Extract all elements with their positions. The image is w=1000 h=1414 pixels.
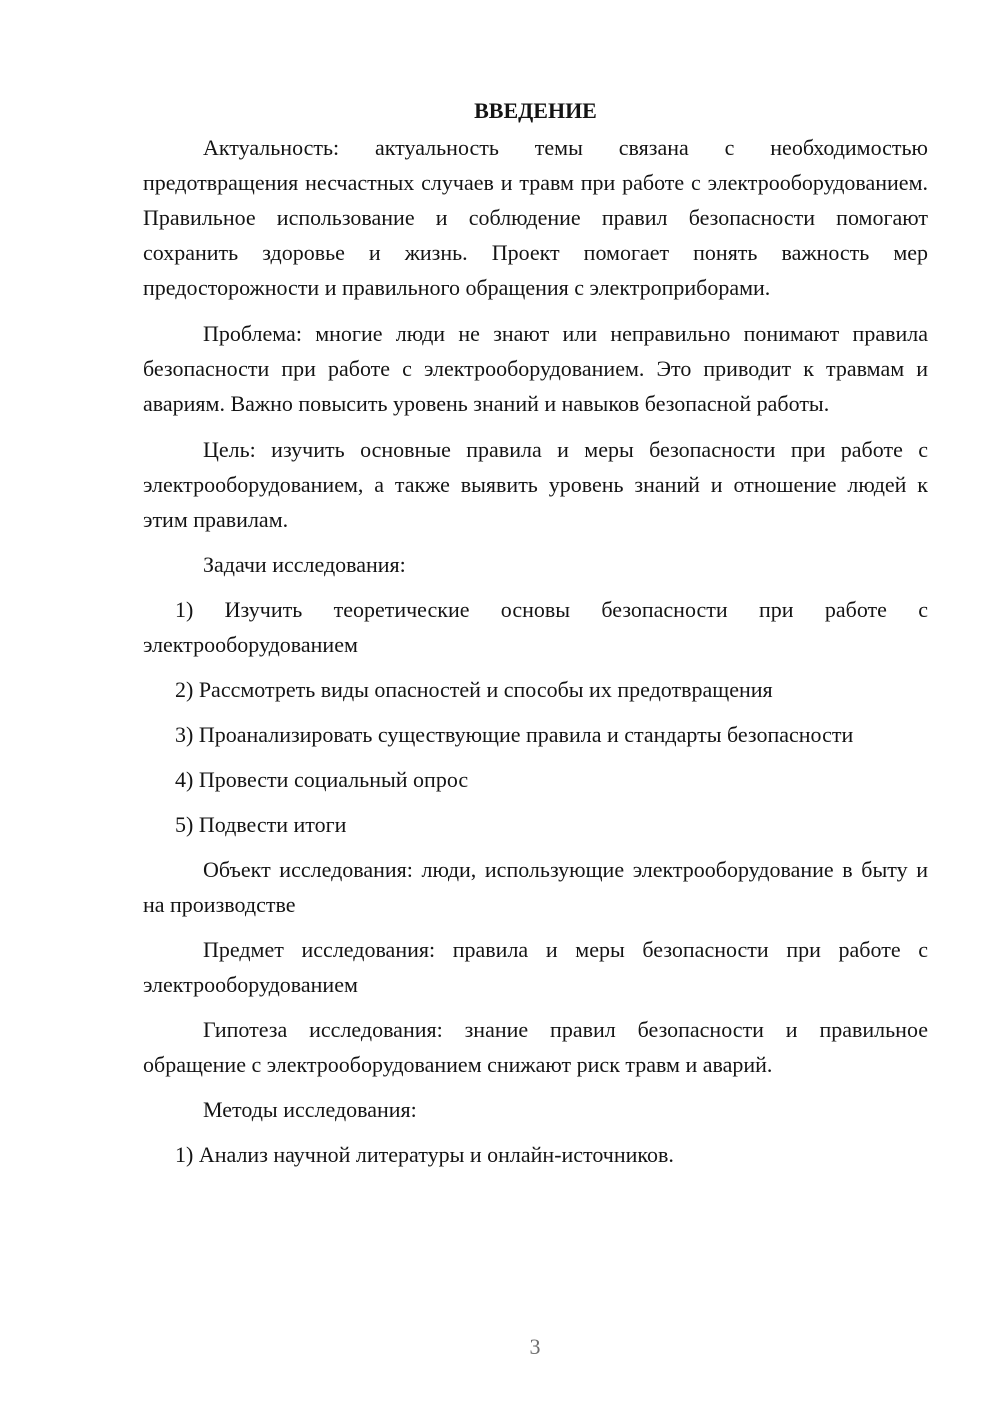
task-item-2: 2) Рассмотреть виды опасностей и способы их предотвращения (175, 677, 773, 702)
paragraph-problem: Проблема: многие люди не знают или неправильно понимают правила безопасности при работе с электрооборудованием. Это приводит к травмам и авариям. Важно повысить уровень знаний и навыков безопасной работы. (143, 321, 928, 416)
page-number: 3 (529, 1334, 541, 1359)
paragraph-relevance: Актуальность: актуальность темы связана с необходимостью предотвращения несчастных случаев и травм при работе с электрооборудованием. Правильное использование и соблюдение правил безопасности помогают сохранить здоровье и жизнь. Проект помогает понять важность мер предосторожности и правильного обращения с электроприборами. (143, 135, 928, 300)
task-item-3: 3) Проанализировать существующие правила и стандарты безопасности (175, 722, 854, 747)
paragraph-subject: Предмет исследования: правила и меры безопасности при работе с электрооборудованием (143, 937, 928, 997)
method-item-1: 1) Анализ научной литературы и онлайн-источников. (175, 1142, 674, 1167)
paragraph-hypothesis: Гипотеза исследования: знание правил безопасности и правильное обращение с электрооборудованием снижают риск травм и аварий. (143, 1017, 928, 1077)
section-title: ВВЕДЕНИЕ (474, 98, 597, 123)
paragraph-object: Объект исследования: люди, использующие электрооборудование в быту и на производстве (143, 857, 928, 917)
task-item-4: 4) Провести социальный опрос (175, 767, 469, 792)
document-page (143, 96, 928, 1172)
task-item-5: 5) Подвести итоги (175, 812, 347, 837)
paragraph-goal: Цель: изучить основные правила и меры безопасности при работе с электрооборудованием, а также выявить уровень знаний и отношение людей к этим правилам. (143, 437, 928, 532)
tasks-heading: Задачи исследования: (203, 552, 406, 577)
task-item-1: 1) Изучить теоретические основы безопасности при работе с электрооборудованием (143, 597, 928, 657)
methods-heading: Методы исследования: (203, 1097, 417, 1122)
